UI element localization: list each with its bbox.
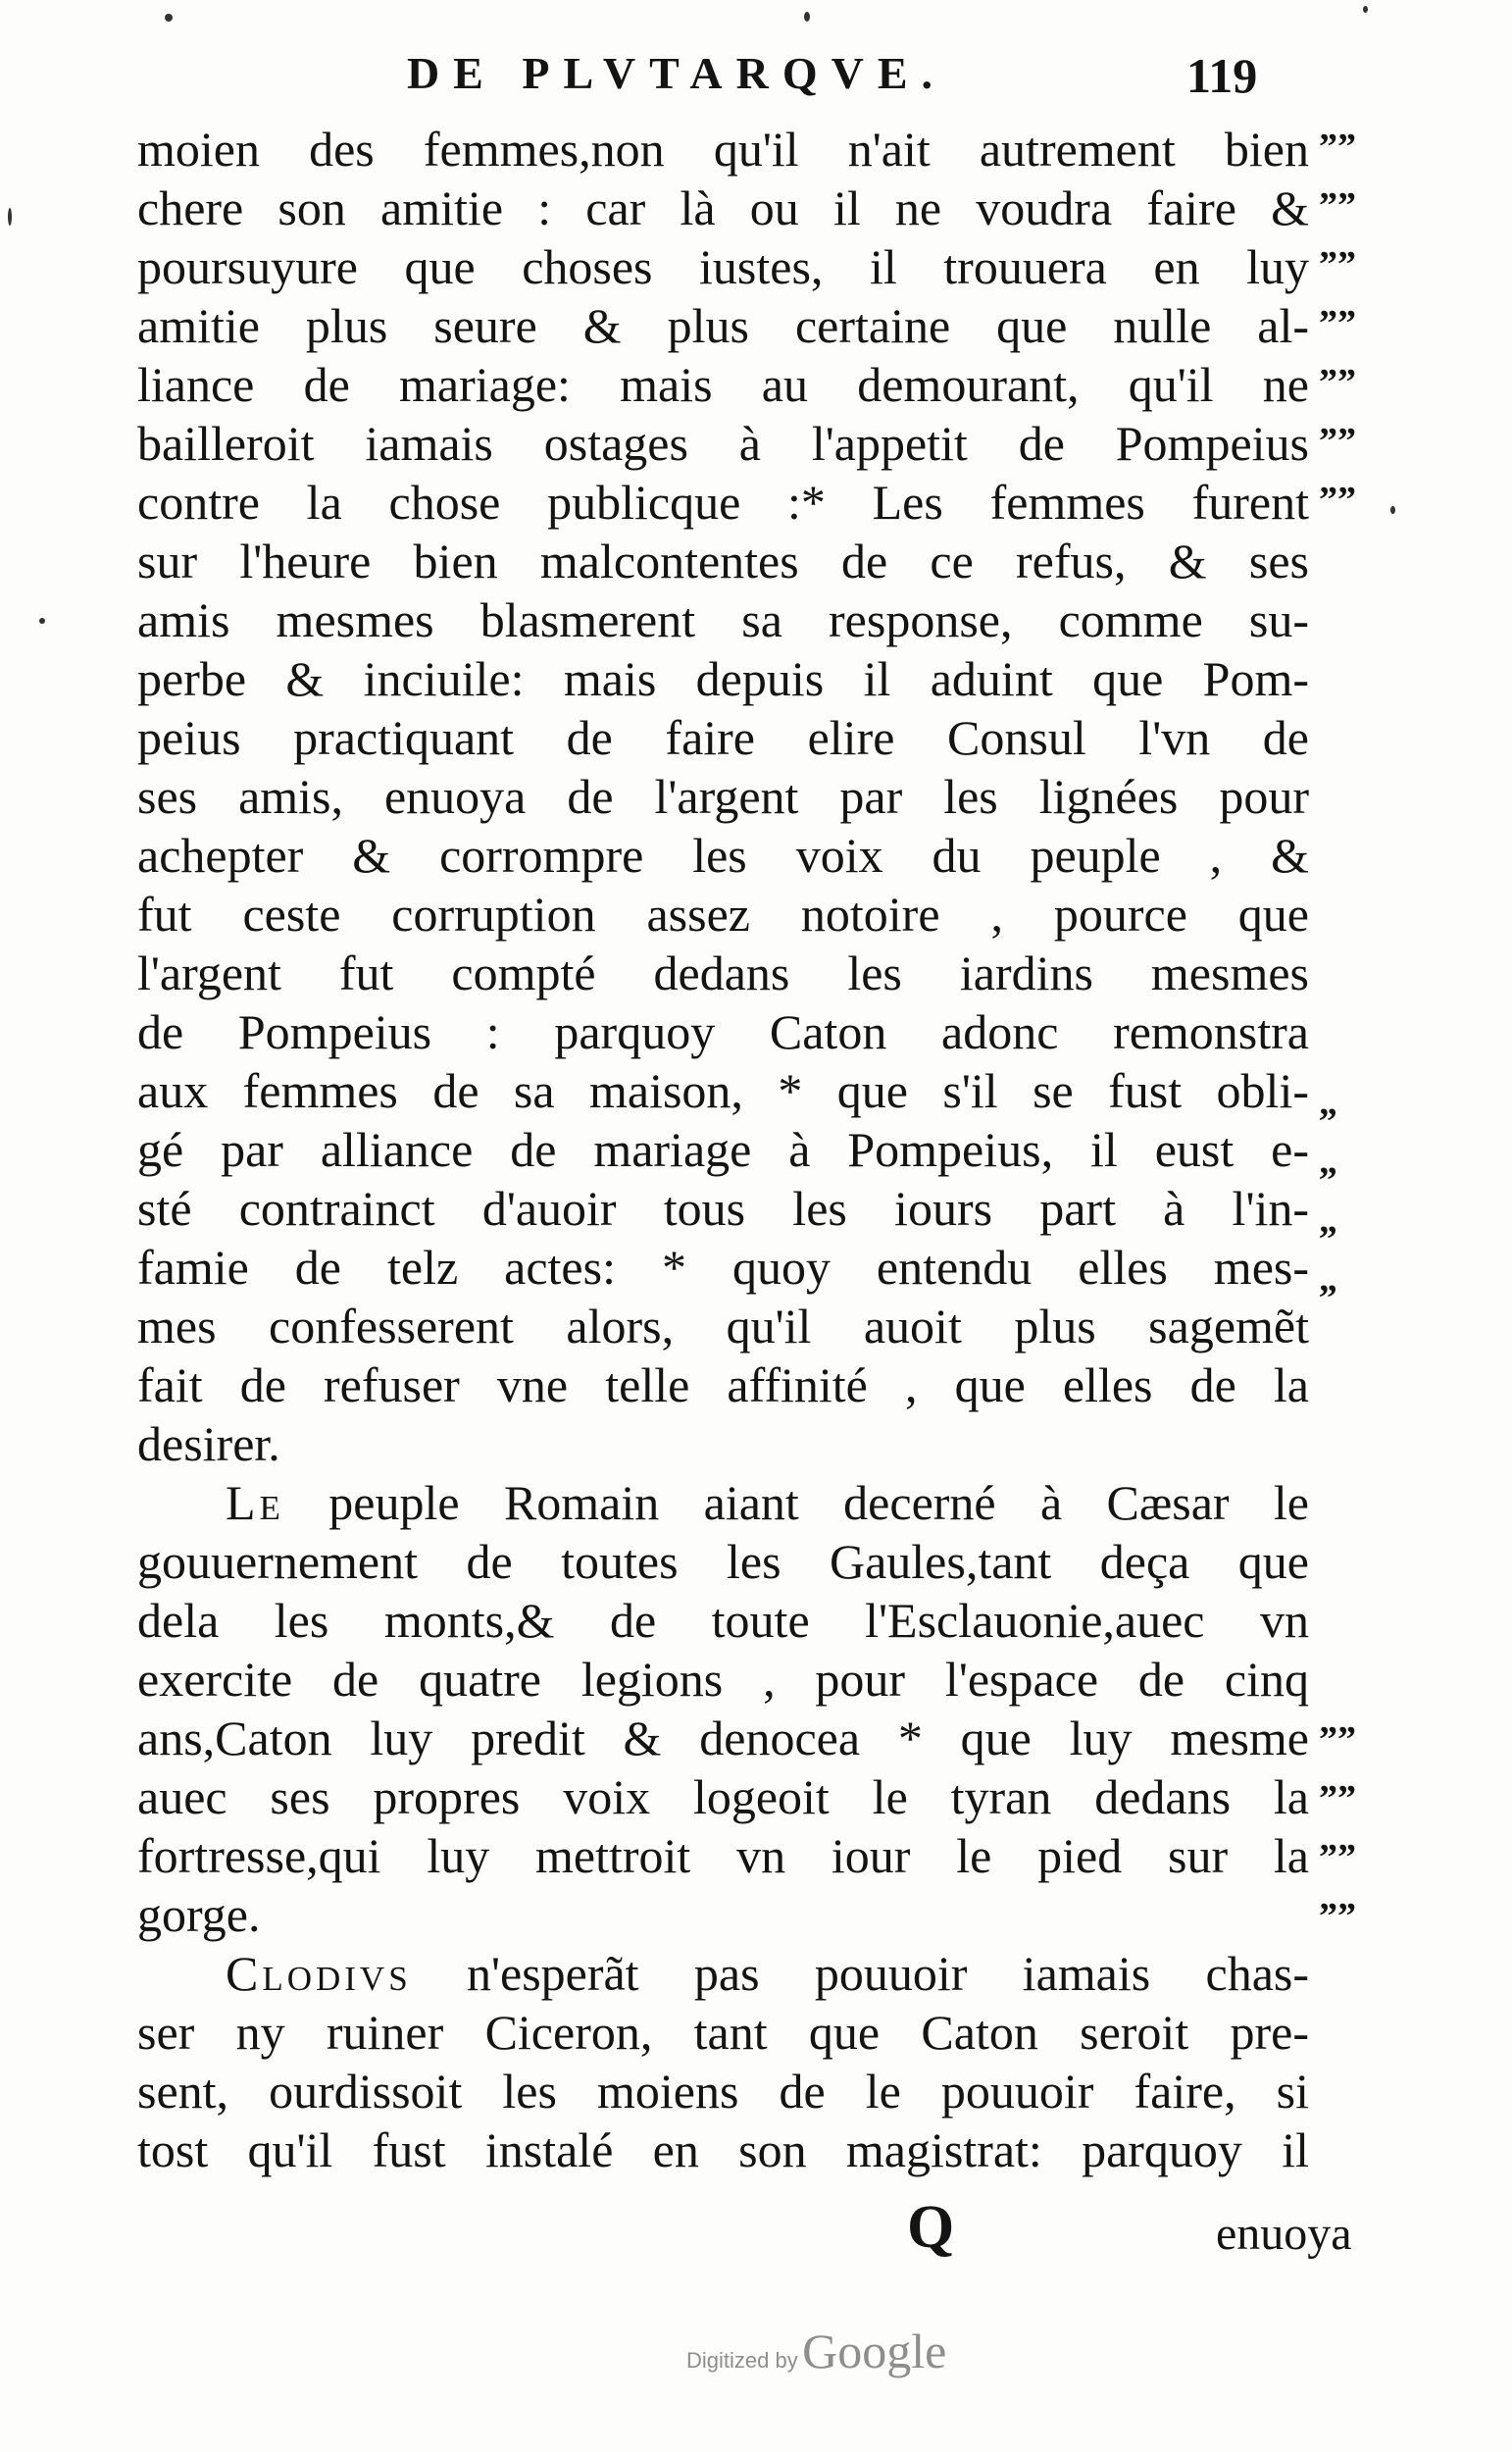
catchword: enuoya (1216, 2208, 1352, 2260)
text-line: exercite de quatre legions , pour l'espace de cinq (137, 1652, 1309, 1707)
text-line: l'argent fut compté dedans les iardins mesmes (137, 945, 1309, 1000)
text-line: sté contrainct d'auoir tous les iours part à l'in- (137, 1181, 1309, 1236)
text-line: peius practiquant de faire elire Consul l'vn de (137, 710, 1309, 765)
margin-quote-mark: ”” (1319, 1778, 1356, 1819)
paragraph-initial: Clodivs (226, 1946, 412, 2001)
margin-quote-mark: ”” (1319, 1719, 1356, 1761)
text-line: famie de telz actes: * quoy entendu elles mes- (137, 1240, 1309, 1295)
paragraph-initial: Le (226, 1475, 284, 1530)
text-line: aux femmes de sa maison, * que s'il se fust obli- (137, 1063, 1309, 1118)
text-line: sur l'heure bien malcontentes de ce refus, & ses (137, 534, 1309, 588)
text-line: desirer. (137, 1416, 280, 1471)
scan-speck (39, 618, 45, 624)
text-line: gorge. (137, 1887, 261, 1942)
text-line: bailleroit iamais ostages à l'appetit de Pompeius (137, 416, 1309, 471)
text-line: fut ceste corruption assez notoire , pource que (137, 887, 1309, 942)
margin-quote-mark: „ (1319, 1082, 1337, 1123)
text-line: amis mesmes blasmerent sa response, comme su- (137, 592, 1309, 647)
text-line: auec ses propres voix logeoit le tyran dedans la (137, 1769, 1309, 1824)
margin-quote-mark: ”” (1319, 1837, 1356, 1878)
text-line: poursuyure que choses iustes, il trouuera en luy (137, 239, 1309, 294)
page-number: 119 (1186, 48, 1258, 103)
text-line: ses amis, enuoya de l'argent par les lignées pour (137, 769, 1309, 824)
watermark-prefix: Digitized by (686, 2348, 798, 2373)
paragraph-first-line (137, 1473, 1309, 1532)
google-watermark (686, 2323, 946, 2379)
text-line: achepter & corrompre les voix du peuple , & (137, 828, 1309, 883)
signature-mark: Q (907, 2194, 955, 2261)
text-line: perbe & inciuile: mais depuis il aduint que Pom- (137, 651, 1309, 706)
text-line: moien des femmes,non qu'il n'ait autrement bien (137, 122, 1309, 177)
margin-quote-mark: ”” (1319, 303, 1356, 344)
text-line: dela les monts,& de toute l'Esclauonie,auec vn (137, 1593, 1309, 1648)
scan-speck (165, 14, 173, 22)
text-line: mes confesserent alors, qu'il auoit plus sagemẽt (137, 1299, 1309, 1354)
paragraph-first-line-text: n'esperãt pas pouuoir iamais chas- (411, 1946, 1309, 2001)
margin-quote-mark: ”” (1319, 244, 1356, 285)
margin-quote-mark: „ (1319, 1258, 1337, 1300)
margin-quote-mark: „ (1319, 1200, 1337, 1241)
text-line: amitie plus seure & plus certaine que nulle al- (137, 298, 1309, 353)
margin-quote-mark: „ (1319, 1141, 1337, 1182)
margin-quote-mark: ”” (1319, 127, 1356, 168)
text-line: de Pompeius : parquoy Caton adonc remonstra (137, 1004, 1309, 1059)
text-line: tost qu'il fust instalé en son magistrat: parquoy il (137, 2122, 1309, 2177)
scan-speck (804, 12, 810, 22)
margin-quote-mark: ”” (1319, 480, 1356, 521)
paragraph-first-line (137, 1944, 1309, 2003)
margin-quote-mark: ”” (1319, 1896, 1356, 1937)
margin-quote-mark: ”” (1319, 362, 1356, 403)
watermark-logo: Google (802, 2324, 947, 2378)
scan-speck (1363, 6, 1368, 13)
text-line: gouuernement de toutes les Gaules,tant deça que (137, 1534, 1309, 1589)
text-line: sent, ourdissoit les moiens de le pouuoir faire, si (137, 2064, 1309, 2119)
text-line: chere son amitie : car là ou il ne voudra faire & (137, 180, 1309, 235)
text-block (137, 120, 1309, 2179)
scan-speck (8, 208, 12, 226)
margin-quote-mark: ”” (1319, 185, 1356, 227)
margin-quote-mark: ”” (1319, 421, 1356, 462)
paragraph-first-line-text: peuple Romain aiant decerné à Cæsar le (283, 1475, 1309, 1530)
text-line: ans,Caton luy predit & denocea * que luy mesme (137, 1711, 1309, 1765)
text-line: liance de mariage: mais au demourant, qu'il ne (137, 357, 1309, 412)
text-line: fortresse,qui luy mettroit vn iour le pied sur la (137, 1828, 1309, 1883)
text-line: fait de refuser vne telle affinité , que elles de la (137, 1357, 1309, 1412)
running-title: DE PLVTARQVE. (406, 48, 947, 98)
scan-speck (1390, 506, 1395, 514)
text-line: contre la chose publicque :* Les femmes furent (137, 475, 1309, 530)
text-line: ser ny ruiner Ciceron, tant que Caton seroit pre- (137, 2005, 1309, 2060)
text-line: gé par alliance de mariage à Pompeius, il eust e- (137, 1122, 1309, 1177)
